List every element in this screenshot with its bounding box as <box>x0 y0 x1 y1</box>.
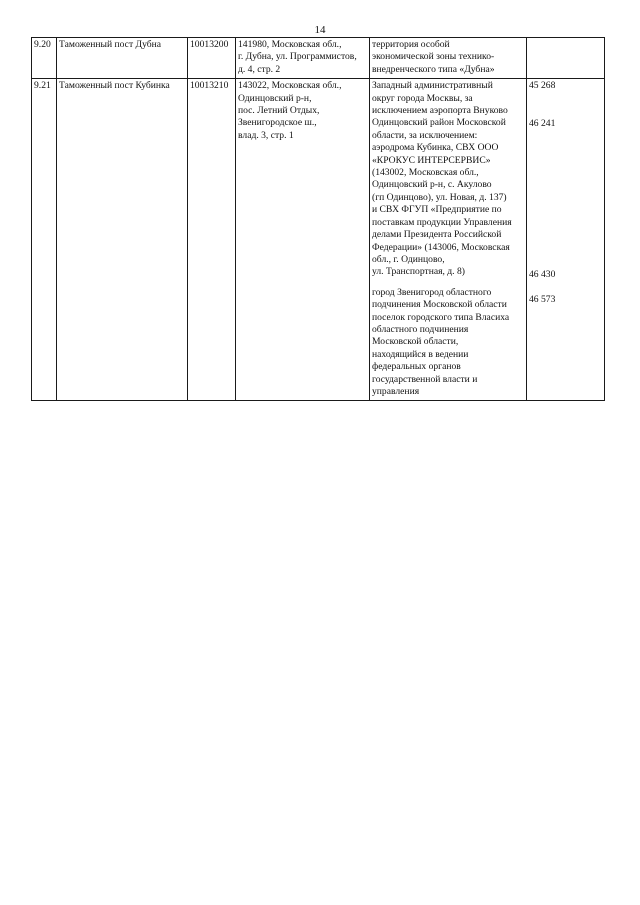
zone-line: области, за исключением: <box>372 129 478 141</box>
zone-line: областного подчинения <box>372 323 469 335</box>
address-line: г. Дубна, ул. Программистов, <box>238 51 357 63</box>
zone-line: «КРОКУС ИНТЕРСЕРВИС» <box>372 154 491 166</box>
zone-line: аэродрома Кубинка, СВХ ООО <box>372 142 499 154</box>
zone-line: экономической зоны технико- <box>372 51 495 63</box>
page-number: 14 <box>314 24 326 36</box>
zone-line: и СВХ ФГУП «Предприятие по <box>372 204 502 216</box>
address-line: 141980, Московская обл., <box>238 39 342 50</box>
zone-line: делами Президента Российской <box>372 229 502 241</box>
address-cell <box>236 38 370 79</box>
address-line: 143022, Московская обл., <box>238 80 342 92</box>
zone-group-west-moscow <box>372 80 524 117</box>
zone-line: (гп Одинцово), ул. Новая, д. 137) <box>372 191 507 203</box>
zone-group-odintsovo <box>372 117 524 278</box>
zone-line: ул. Транспортная, д. 8) <box>372 266 465 278</box>
oktmo-code: 46 573 <box>529 294 556 306</box>
zone-line: Западный административный <box>372 80 493 92</box>
row-number-cell: 9.21 <box>32 79 57 401</box>
zone-line: подчинения Московской области <box>372 299 507 311</box>
oktmo-cell <box>527 38 605 79</box>
zone-line: Федерации» (143006, Московская <box>372 241 510 253</box>
zone-group-vlasikha <box>372 312 524 399</box>
zone-line: территория особой <box>372 39 450 50</box>
post-name-cell: Таможенный пост Кубинка <box>57 79 188 401</box>
post-code-cell: 10013200 <box>188 38 236 79</box>
zone-line: (143002, Московская обл., <box>372 167 479 179</box>
zone-line: находящийся в ведении <box>372 348 469 360</box>
zone-group-zvenigorod <box>372 287 524 312</box>
row-number-cell: 9.20 <box>32 38 57 79</box>
oktmo-code: 46 430 <box>529 269 556 281</box>
zone-line: обл., г. Одинцово, <box>372 253 445 265</box>
address-line: Звенигородское ш., <box>238 117 317 129</box>
zone-line: Одинцовский район Московской <box>372 117 506 129</box>
zone-line: поставкам продукции Управления <box>372 216 512 228</box>
address-line: д. 4, стр. 2 <box>238 63 281 75</box>
zone-line: Московской области, <box>372 336 459 348</box>
post-name-cell: Таможенный пост Дубна <box>57 38 188 79</box>
zone-line: город Звенигород областного <box>372 286 492 298</box>
zone-cell <box>370 38 527 79</box>
post-code-cell: 10013210 <box>188 79 236 401</box>
zone-line: Одинцовский р-н, с. Акулово <box>372 179 492 191</box>
oktmo-code: 45 268 <box>529 80 556 92</box>
zone-line: поселок городского типа Власиха <box>372 311 510 323</box>
address-line: Одинцовский р-н, <box>238 92 312 104</box>
address-cell <box>236 79 370 401</box>
table-row <box>32 38 605 79</box>
zone-line: округ города Москвы, за <box>372 92 473 104</box>
zone-line: государственной власти и <box>372 373 478 385</box>
zone-line: управления <box>372 385 420 397</box>
zone-line: федеральных органов <box>372 361 461 373</box>
oktmo-cell <box>527 79 605 401</box>
address-line: влад. 3, стр. 1 <box>238 129 294 141</box>
table-row <box>32 79 605 401</box>
zone-cell <box>370 79 527 401</box>
customs-posts-table <box>31 37 605 401</box>
zone-line: внедренческого типа «Дубна» <box>372 63 495 75</box>
oktmo-code: 46 241 <box>529 117 556 129</box>
address-line: пос. Летний Отдых, <box>238 105 320 117</box>
zone-line: исключением аэропорта Внуково <box>372 105 508 117</box>
